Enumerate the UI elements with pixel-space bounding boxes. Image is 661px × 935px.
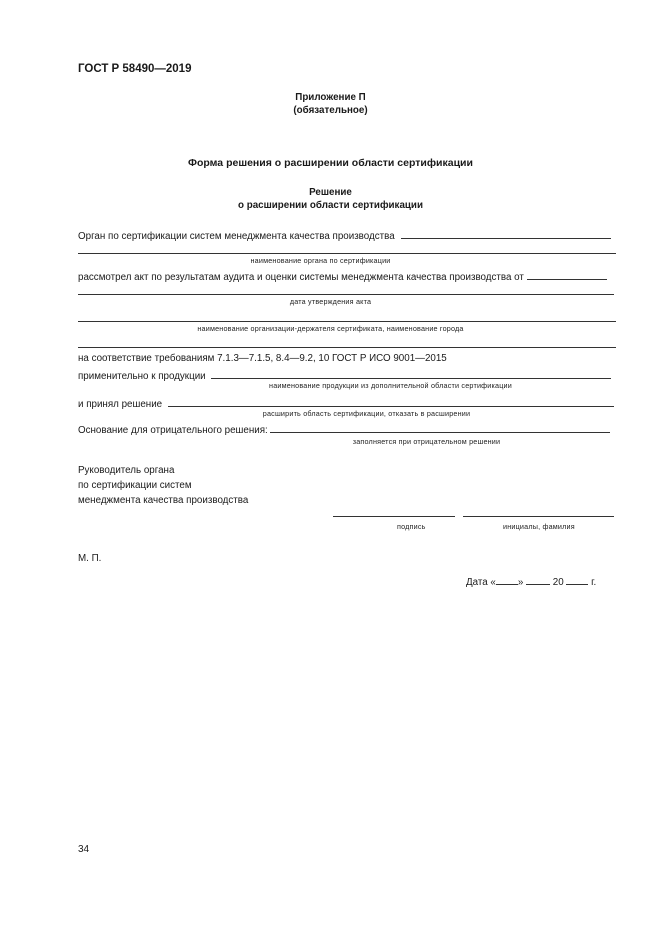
act-date-input-line-2[interactable]	[78, 294, 614, 295]
name-caption: инициалы, фамилия	[503, 522, 575, 531]
decision-input-line[interactable]	[168, 397, 614, 407]
page-number: 34	[78, 844, 90, 855]
organ-label: Орган по сертификации систем менеджмента качества производства	[78, 231, 395, 242]
date-field	[466, 575, 596, 588]
negative-basis-field	[78, 423, 610, 436]
date-close-quote: »	[517, 577, 524, 588]
year-input-line[interactable]	[566, 575, 588, 585]
form-title: Форма решения о расширении области сертификации	[188, 157, 473, 169]
holder-input-line[interactable]	[78, 321, 616, 322]
reviewed-field	[78, 270, 607, 283]
signatory-line-3: менеджмента качества производства	[78, 495, 249, 506]
holder-input-line-2[interactable]	[78, 347, 616, 348]
stamp-mark: М. П.	[78, 553, 102, 564]
day-input-line[interactable]	[496, 575, 518, 585]
decision-caption: расширить область сертификации, отказать в расширении	[262, 409, 471, 418]
organ-input-line-2[interactable]	[78, 253, 616, 254]
product-caption: наименование продукции из дополнительной области сертификации	[269, 381, 512, 390]
compliance-text: на соответствие требованиям 7.1.3—7.1.5, 8.4—9.2, 10 ГОСТ Р ИСО 9001—2015	[78, 353, 447, 364]
organ-input-line[interactable]	[401, 229, 611, 239]
signatory-line-2: по сертификации систем	[78, 480, 192, 491]
signatory-line-1: Руководитель органа	[78, 465, 175, 476]
decision-title: Решение	[309, 187, 352, 198]
reviewed-label: рассмотрел акт по результатам аудита и оценки системы менеджмента качества производства от	[78, 272, 524, 283]
act-date-caption: дата утверждения акта	[289, 297, 372, 306]
standard-header: ГОСТ Р 58490—2019	[78, 63, 192, 75]
date-century: 20	[552, 577, 564, 588]
date-suffix: г.	[591, 577, 597, 588]
negative-basis-label: Основание для отрицательного решения:	[78, 425, 268, 436]
decision-subtitle: о расширении области сертификации	[238, 200, 423, 211]
appendix-title: Приложение П	[295, 92, 366, 103]
product-label: применительно к продукции	[78, 371, 206, 382]
decision-label: и принял решение	[78, 399, 163, 410]
negative-basis-caption: заполняется при отрицательном решении	[352, 437, 501, 446]
organ-caption: наименование органа по сертификации	[250, 256, 391, 265]
signature-caption: подпись	[397, 522, 426, 531]
appendix-status: (обязательное)	[293, 105, 368, 116]
date-label: Дата «	[466, 577, 496, 588]
act-date-input-line[interactable]	[527, 270, 607, 280]
signature-input-line[interactable]	[333, 516, 455, 517]
holder-caption: наименование организации-держателя сертификата, наименование города	[197, 324, 464, 333]
negative-basis-input-line[interactable]	[270, 423, 610, 433]
product-input-line[interactable]	[211, 369, 611, 379]
month-input-line[interactable]	[526, 575, 550, 585]
organ-field	[78, 229, 611, 242]
name-input-line[interactable]	[463, 516, 614, 517]
